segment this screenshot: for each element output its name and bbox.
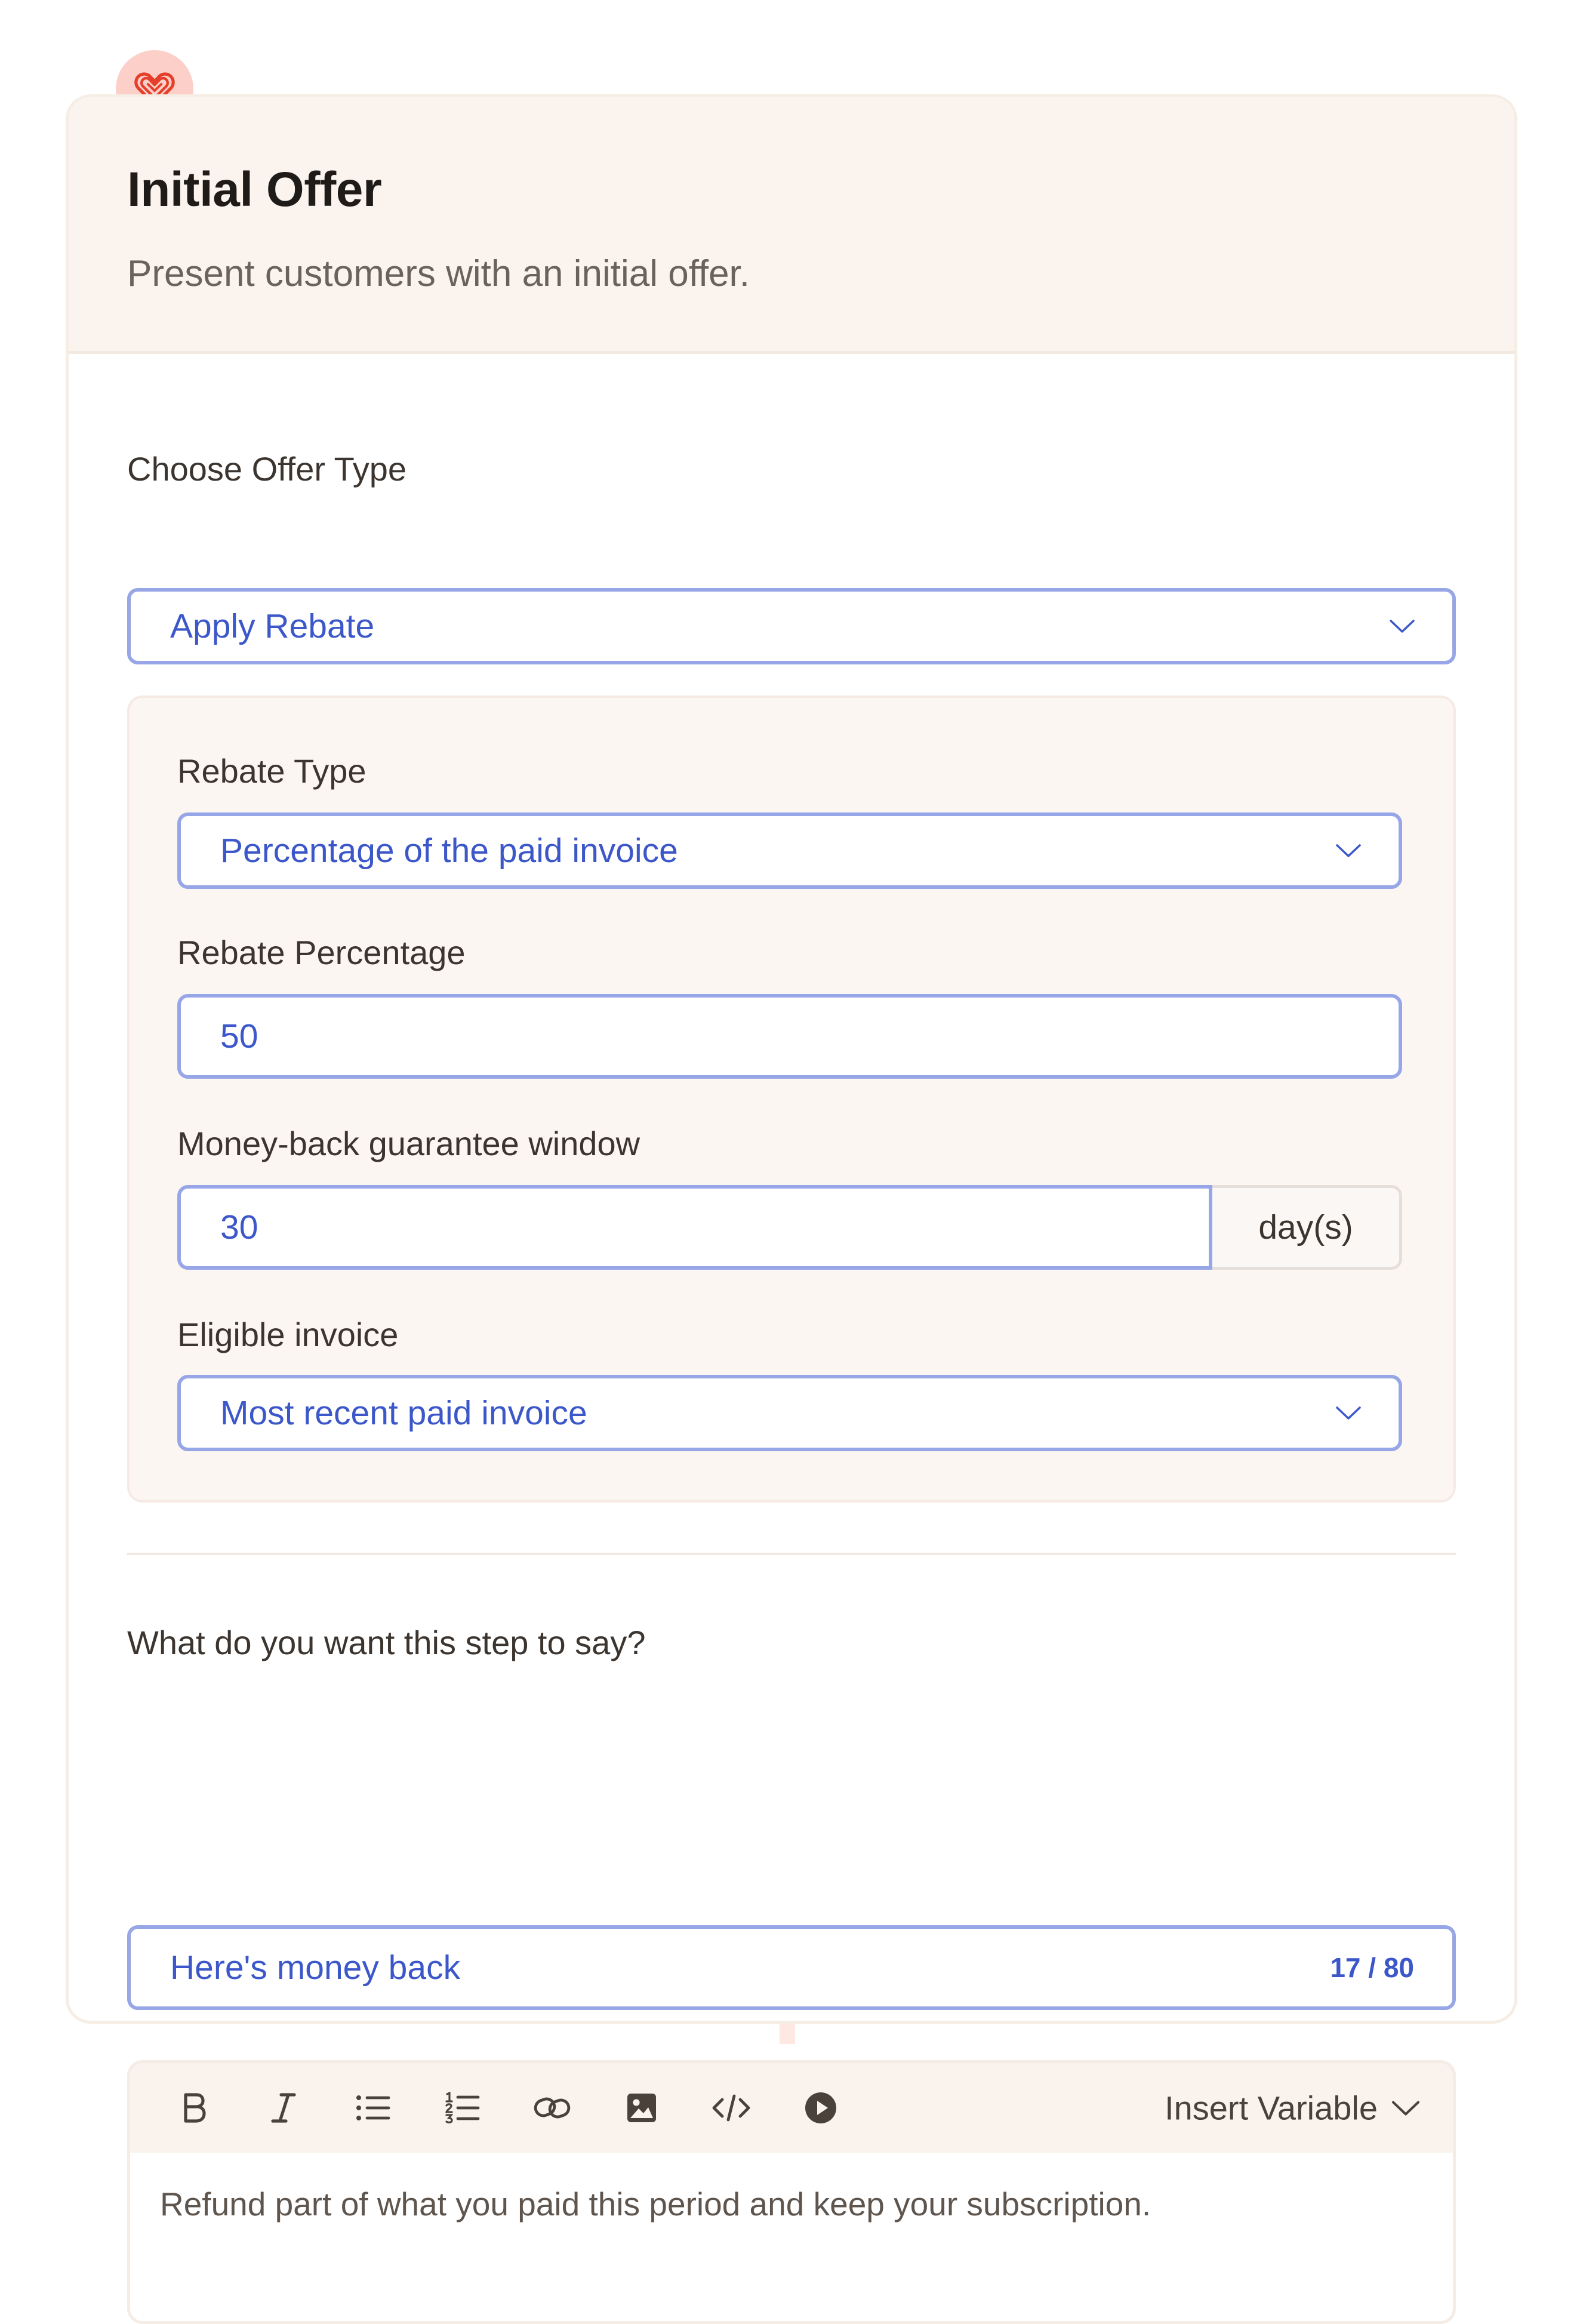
- eligible-invoice-value: Most recent paid invoice: [220, 1394, 587, 1432]
- guarantee-window-group: [177, 1185, 1402, 1270]
- rebate-type-value: Percentage of the paid invoice: [220, 832, 678, 870]
- card-title: Initial Offer: [127, 162, 382, 217]
- eligible-invoice-label: Eligible invoice: [177, 1316, 399, 1353]
- chevron-down-icon: [1391, 2099, 1421, 2117]
- guarantee-window-input[interactable]: [177, 1185, 1212, 1270]
- italic-button[interactable]: [257, 2081, 310, 2135]
- numbered-list-button[interactable]: [436, 2081, 489, 2135]
- insert-variable-button[interactable]: [1165, 2089, 1421, 2128]
- link-button[interactable]: [525, 2081, 579, 2135]
- eligible-invoice-select[interactable]: [177, 1375, 1402, 1451]
- rich-text-editor: [127, 2060, 1456, 2324]
- step-headline-input[interactable]: [127, 1925, 1456, 2010]
- bold-button[interactable]: [167, 2081, 221, 2135]
- video-button[interactable]: [794, 2081, 848, 2135]
- chevron-down-icon: [1389, 618, 1415, 634]
- offer-type-select[interactable]: [127, 588, 1456, 664]
- code-icon: [712, 2094, 751, 2122]
- bullet-list-button[interactable]: [346, 2081, 400, 2135]
- italic-icon: [269, 2091, 298, 2125]
- editor-content[interactable]: Refund part of what you paid this period and keep your subscription.: [160, 2186, 1151, 2223]
- offer-type-value: Apply Rebate: [170, 607, 375, 645]
- rebate-percentage-input[interactable]: [177, 994, 1402, 1079]
- insert-variable-label: Insert Variable: [1165, 2089, 1378, 2127]
- guarantee-window-unit: day(s): [1212, 1185, 1402, 1270]
- rebate-percentage-value: 50: [220, 1017, 258, 1055]
- initial-offer-card: [66, 94, 1517, 2223]
- card-header: [69, 97, 1514, 354]
- character-counter: 17 / 80: [1330, 1952, 1414, 1983]
- card-subtitle: Present customers with an initial offer.: [127, 253, 750, 294]
- image-icon: [626, 2092, 658, 2124]
- chevron-down-icon: [1335, 843, 1362, 858]
- rebate-percentage-label: Rebate Percentage: [177, 934, 466, 971]
- link-icon: [534, 2095, 571, 2121]
- offer-type-label: Choose Offer Type: [127, 450, 406, 488]
- section-divider: [127, 1553, 1456, 1555]
- chevron-down-icon: [1335, 1405, 1362, 1421]
- step-headline-value: Here's money back: [170, 1949, 461, 1987]
- rebate-settings-panel: [127, 695, 1456, 1503]
- bullet-list-icon: [355, 2093, 391, 2123]
- guarantee-window-value: 30: [220, 1208, 258, 1246]
- step-message-label: What do you want this step to say?: [127, 1624, 646, 1661]
- video-icon: [803, 2091, 838, 2125]
- editor-toolbar: [130, 2063, 1453, 2153]
- image-button[interactable]: [615, 2081, 669, 2135]
- numbered-list-icon: [445, 2092, 481, 2124]
- code-button[interactable]: [704, 2081, 758, 2135]
- guarantee-window-label: Money-back guarantee window: [177, 1125, 640, 1162]
- rebate-type-select[interactable]: [177, 812, 1402, 889]
- rebate-type-label: Rebate Type: [177, 752, 367, 790]
- bold-icon: [180, 2091, 208, 2125]
